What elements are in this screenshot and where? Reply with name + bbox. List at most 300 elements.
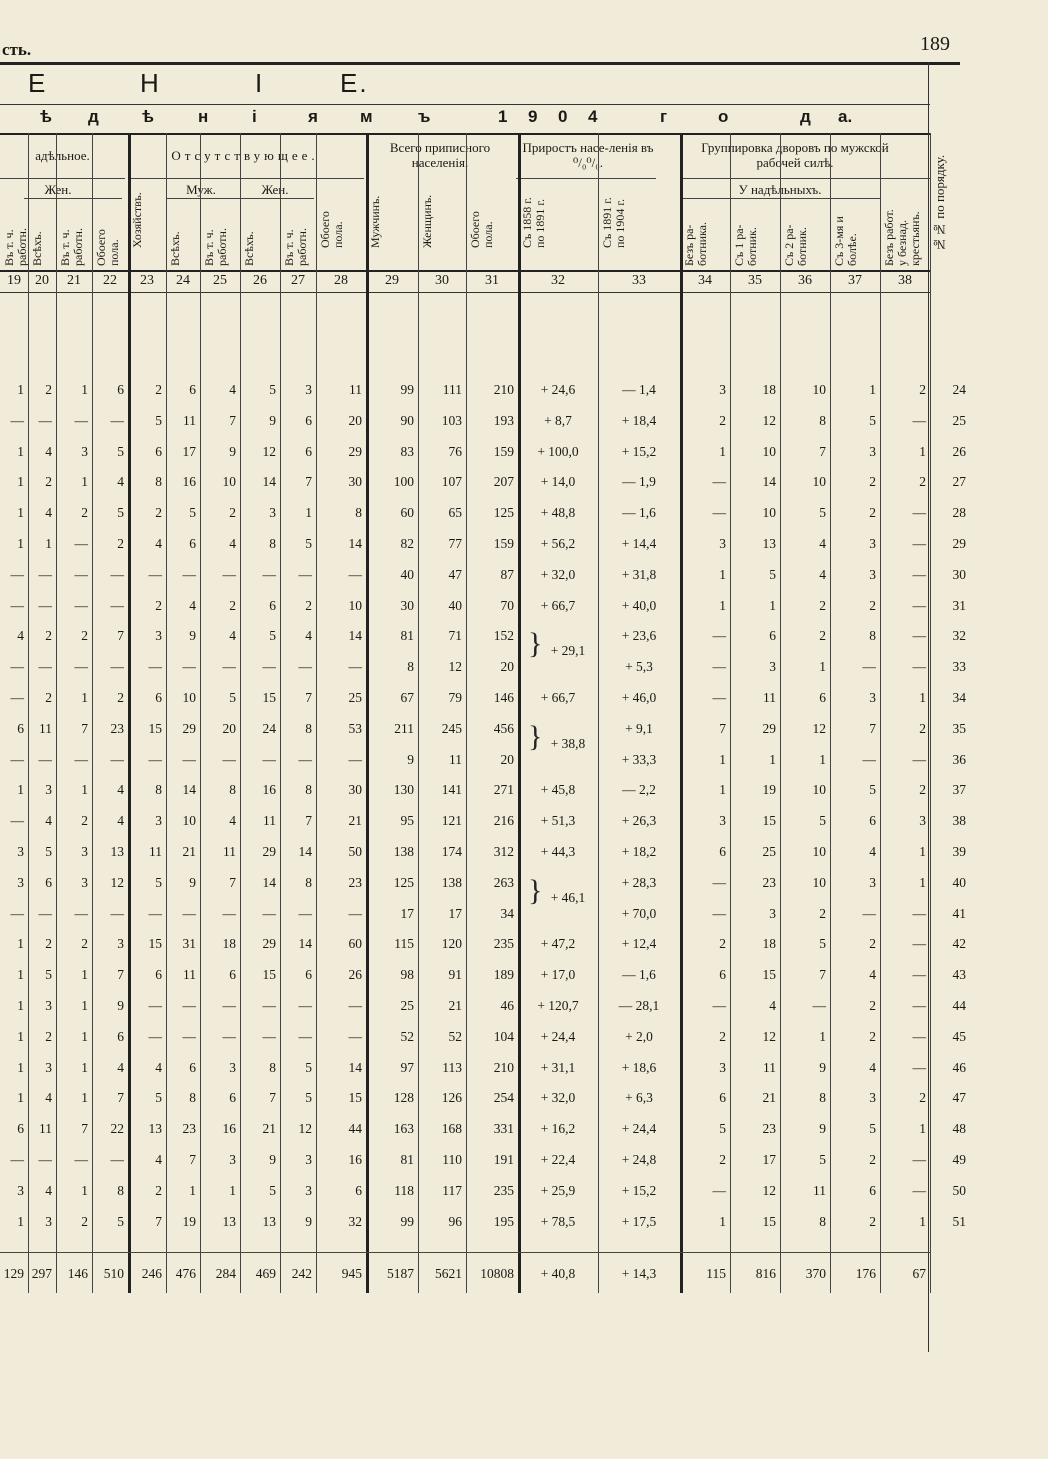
row-number: 45 (952, 1028, 966, 1044)
column-heading: Всѣхъ. (168, 231, 182, 266)
table-cell: — 1,6 (622, 505, 656, 521)
table-cell: 81 (400, 628, 414, 644)
table-cell: 4 (45, 813, 52, 829)
table-cell: 10 (762, 505, 776, 521)
table-cell: + 70,0 (621, 905, 657, 921)
table-cell: 2 (869, 597, 876, 613)
table-cell: 168 (441, 1121, 462, 1137)
table-cell: 2 (45, 628, 52, 644)
table-cell: 5 (305, 1059, 312, 1075)
table-cell: 4 (189, 597, 196, 613)
table-cell: 3 (769, 659, 776, 675)
table-cell: — (182, 998, 196, 1013)
table-cell: 95 (400, 813, 414, 829)
table-cell: 29 (262, 844, 276, 859)
table-cell: 5 (869, 412, 876, 428)
table-cell: 2 (81, 936, 88, 952)
table-cell: 10 (812, 844, 826, 859)
row-number: 33 (952, 659, 966, 675)
table-cell: + 24,8 (621, 1152, 657, 1167)
table-cell: 207 (493, 474, 514, 490)
table-cell: 9 (189, 628, 196, 644)
total-cell: 284 (215, 1266, 236, 1281)
table-cell: + 23,6 (621, 628, 657, 644)
table-cell: 11 (39, 720, 52, 736)
table-cell: + 51,3 (540, 813, 576, 829)
table-cell: 8 (117, 1182, 124, 1198)
table-cell: — (222, 905, 236, 921)
row-number: 24 (952, 382, 966, 397)
table-cell: 14 (348, 536, 362, 551)
table-cell: + 46,0 (621, 690, 657, 705)
table-cell: — (182, 659, 196, 675)
table-cell: 87 (500, 566, 514, 582)
table-cell: — (298, 659, 312, 675)
table-cell: + 6,3 (625, 1090, 653, 1106)
row-number: 47 (952, 1090, 966, 1106)
column-rule (730, 133, 731, 1293)
table-cell: 5 (719, 1121, 726, 1137)
table-cell: 47 (448, 566, 462, 582)
table-cell: — (262, 566, 276, 582)
table-cell: 9 (269, 1152, 276, 1167)
table-cell: 13 (222, 1213, 236, 1229)
table-cell: 4 (869, 1059, 876, 1075)
table-cell: 5 (45, 967, 52, 983)
table-cell: 6 (355, 1182, 362, 1198)
column-number: 33 (632, 273, 646, 288)
table-cell: 1 (81, 382, 88, 397)
table-cell: 14 (762, 474, 776, 490)
table-cell: — (222, 566, 236, 582)
table-cell: 32 (348, 1213, 362, 1229)
column-rule (92, 133, 93, 1293)
table-cell: 2 (869, 474, 876, 490)
table-cell: 71 (448, 628, 462, 644)
column-heading: Обоего пола. (94, 229, 121, 266)
column-heading: Обоего пола. (468, 211, 495, 248)
table-cell: — (110, 566, 124, 582)
table-cell: 3 (305, 382, 312, 397)
column-number: 20 (35, 273, 49, 288)
table-cell: + 47,2 (540, 936, 576, 952)
table-cell: 12 (262, 443, 276, 459)
table-cell: — (712, 628, 726, 644)
table-cell: 1 (919, 1213, 926, 1229)
table-cell: 44 (348, 1121, 362, 1137)
table-cell: + 18,6 (621, 1059, 657, 1075)
group-gruppirovka: Группировка дворовъ по мужской рабочей силѣ. (701, 140, 889, 170)
table-cell: 254 (493, 1090, 514, 1106)
table-cell: 6 (819, 690, 826, 705)
table-cell: — (182, 566, 196, 582)
table-cell: 15 (348, 1090, 362, 1106)
table-cell: — (912, 566, 926, 582)
row-number: 44 (952, 998, 966, 1013)
table-cell: 1 (81, 1090, 88, 1106)
table-cell: + 12,4 (621, 936, 657, 952)
table-cell: — 1,6 (622, 967, 656, 983)
total-cell: 176 (855, 1266, 876, 1281)
table-cell: 245 (441, 720, 462, 736)
table-cell: 141 (441, 782, 462, 798)
column-number: 26 (253, 273, 267, 288)
table-cell: — (182, 751, 196, 767)
table-cell: 7 (869, 720, 876, 736)
table-cell: 17 (400, 905, 414, 921)
table-cell: 23 (348, 874, 362, 890)
row-number: 49 (952, 1152, 966, 1167)
column-rule (366, 133, 369, 1293)
total-cell: 246 (141, 1266, 162, 1281)
table-cell: 3 (869, 1090, 876, 1106)
table-cell: — (912, 536, 926, 551)
table-cell: 1 (919, 874, 926, 890)
table-cell: 31 (182, 936, 196, 952)
row-number: 38 (952, 813, 966, 829)
table-cell: 6 (17, 720, 24, 736)
subtitle-letter: н (198, 107, 209, 126)
total-cell: 146 (67, 1266, 88, 1281)
table-cell: 1 (17, 474, 24, 490)
total-cell: 297 (31, 1266, 52, 1281)
table-cell: — (912, 1028, 926, 1044)
merge-bracket: } (528, 873, 543, 907)
table-cell: 193 (493, 412, 514, 428)
table-cell: 2 (155, 382, 162, 397)
table-cell: 16 (348, 1152, 362, 1167)
table-cell: + 18,2 (621, 844, 657, 859)
table-cell: 3 (45, 782, 52, 798)
table-cell: — (912, 659, 926, 675)
table-cell: 2 (719, 412, 726, 428)
table-cell: 17 (762, 1152, 776, 1167)
table-cell: 9 (189, 874, 196, 890)
row-number: 32 (952, 628, 966, 644)
table-cell: — (298, 1028, 312, 1044)
table-cell: — (712, 905, 726, 921)
table-cell: 6 (269, 597, 276, 613)
merged-growth-value: + 29,1 (550, 643, 586, 659)
total-cell: 476 (175, 1266, 196, 1281)
table-cell: — (148, 905, 162, 921)
table-cell: 4 (819, 566, 826, 582)
table-cell: 99 (400, 382, 414, 397)
table-cell: 2 (719, 936, 726, 952)
table-cell: — (912, 505, 926, 521)
table-cell: — (74, 905, 88, 921)
table-cell: — (712, 1182, 726, 1198)
table-cell: 14 (262, 474, 276, 490)
column-heading: Хозяйствъ. (130, 192, 144, 248)
table-cell: 3 (45, 998, 52, 1013)
table-cell: 6 (869, 813, 876, 829)
table-cell: 8 (155, 782, 162, 798)
table-cell: — (10, 690, 24, 705)
right-rule (928, 62, 929, 1352)
table-cell: 10 (812, 782, 826, 798)
table-cell: + 66,7 (540, 690, 576, 705)
table-cell: 9 (819, 1059, 826, 1075)
table-cell: 6 (229, 1090, 236, 1106)
table-cell: — (148, 998, 162, 1013)
table-cell: 90 (400, 412, 414, 428)
column-number: 21 (67, 273, 81, 288)
table-cell: 3 (81, 874, 88, 890)
group-vsego: Всего приписного населенія. (389, 140, 491, 170)
subtitle-letter: г (660, 107, 668, 126)
table-cell: 24 (262, 720, 276, 736)
table-cell: 118 (394, 1182, 414, 1198)
table-cell: 128 (393, 1090, 414, 1106)
table-cell: 14 (348, 1059, 362, 1075)
table-cell: 7 (305, 690, 312, 705)
row-number: 28 (952, 505, 966, 521)
table-cell: 3 (869, 874, 876, 890)
table-cell: + 5,3 (625, 659, 653, 675)
column-rule (518, 133, 521, 1293)
table-cell: — 2,2 (622, 782, 656, 798)
table-cell: 3 (17, 874, 24, 890)
table-cell: 19 (762, 782, 776, 798)
table-cell: — (110, 412, 124, 428)
table-cell: — (348, 998, 362, 1013)
table-cell: 2 (305, 597, 312, 613)
table-cell: 16 (182, 474, 196, 490)
table-cell: 29 (348, 443, 362, 459)
table-cell: 14 (182, 782, 196, 798)
table-cell: 138 (441, 874, 462, 890)
table-cell: 5 (269, 628, 276, 644)
row-number: 27 (952, 474, 966, 490)
table-cell: 15 (148, 720, 162, 736)
table-cell: 2 (919, 720, 926, 736)
table-cell: — (912, 998, 926, 1013)
column-heading: Безъ ра-ботника. (682, 221, 709, 266)
table-cell: — (912, 597, 926, 613)
table-cell: 25 (348, 690, 362, 705)
table-cell: 21 (262, 1121, 276, 1137)
subtitle-letter: а. (838, 107, 853, 126)
table-cell: — (912, 1182, 926, 1198)
table-cell: — (110, 905, 124, 921)
table-cell: 216 (493, 813, 514, 829)
side-label-row-numbers: №№ по порядку. (932, 154, 947, 252)
table-cell: 52 (400, 1028, 414, 1044)
table-cell: + 100,0 (537, 443, 579, 459)
table-cell: 3 (719, 1059, 726, 1075)
table-cell: 2 (229, 505, 236, 521)
sub-zhen-b: Жен. (261, 182, 289, 197)
column-heading: Мужчинъ. (368, 195, 382, 248)
table-cell: 11 (263, 813, 276, 829)
column-rule (280, 133, 281, 1293)
column-number: 34 (698, 273, 712, 288)
table-cell: 20 (500, 659, 514, 675)
column-rule (466, 133, 467, 1293)
table-cell: — (912, 751, 926, 767)
table-cell: 53 (348, 720, 362, 736)
table-cell: + 24,4 (540, 1028, 576, 1044)
subtitle-row (0, 105, 930, 135)
page-number: 189 (920, 33, 950, 55)
table-cell: 9 (305, 1213, 312, 1229)
table-cell: 77 (448, 536, 462, 551)
subtitle-letter: ъ (418, 107, 431, 126)
table-cell: 2 (229, 597, 236, 613)
table-cell: 6 (305, 967, 312, 983)
row-number: 35 (952, 720, 966, 736)
table-cell: 7 (269, 1090, 276, 1106)
table-cell: 2 (45, 1028, 52, 1044)
table-cell: 5 (819, 505, 826, 521)
table-cell: 76 (448, 443, 462, 459)
table-cell: 3 (81, 443, 88, 459)
table-cell: 8 (819, 412, 826, 428)
table-cell: 6 (17, 1121, 24, 1137)
table-cell: — (110, 1152, 124, 1167)
total-cell: 469 (255, 1266, 276, 1281)
column-rule (598, 133, 599, 1293)
column-rule (418, 133, 419, 1293)
column-number: 19 (7, 273, 21, 288)
table-cell: 1 (45, 536, 52, 551)
total-cell: 67 (912, 1266, 926, 1281)
table-cell: 2 (919, 782, 926, 798)
table-cell: 2 (81, 1213, 88, 1229)
table-cell: — (222, 998, 236, 1013)
table-cell: 1 (769, 597, 776, 613)
subtitle-letter: 4 (588, 107, 598, 126)
column-heading: Въ т. ч. работн. (2, 228, 29, 266)
table-cell: — (262, 1028, 276, 1044)
table-cell: 4 (117, 782, 124, 798)
table-cell: 2 (45, 382, 52, 397)
table-cell: 1 (719, 1213, 726, 1229)
divider-gruppirovka (680, 178, 930, 179)
table-cell: 98 (400, 967, 414, 983)
column-heading: Въ т. ч. работн. (202, 228, 229, 266)
table-cell: 11 (763, 690, 776, 705)
row-number: 31 (952, 597, 966, 613)
table-cell: — (10, 566, 24, 582)
corner-fragment: сть. (2, 40, 32, 59)
table-cell: 1 (17, 936, 24, 952)
table-cell: 19 (182, 1213, 196, 1229)
table-cell: 2 (719, 1028, 726, 1044)
table-cell: — (348, 566, 362, 582)
table-cell: 4 (117, 1059, 124, 1075)
table-cell: 4 (117, 813, 124, 829)
table-cell: 99 (400, 1213, 414, 1229)
table-cell: 1 (17, 536, 24, 551)
table-cell: 6 (155, 967, 162, 983)
table-cell: 1 (81, 690, 88, 705)
column-rule (56, 133, 57, 1293)
table-cell: 2 (819, 597, 826, 613)
table-cell: + 31,1 (540, 1059, 576, 1075)
table-cell: — (262, 998, 276, 1013)
table-cell: 5 (155, 874, 162, 890)
table-cell: 10 (812, 382, 826, 397)
table-cell: — (10, 659, 24, 675)
subtitle-letter: м (360, 107, 373, 126)
table-cell: 7 (117, 628, 124, 644)
table-cell: — (38, 905, 52, 921)
column-number: 38 (898, 273, 912, 288)
column-heading: Съ 1858 г. по 1891 г. (520, 197, 547, 248)
table-cell: + 120,7 (537, 998, 579, 1013)
subtitle-letter: і (252, 107, 257, 126)
table-cell: — (912, 412, 926, 428)
table-cell: 2 (869, 1152, 876, 1167)
total-cell: + 40,8 (540, 1266, 576, 1281)
table-cell: 6 (869, 1182, 876, 1198)
group-otsutstv: Отсутствующее. (171, 148, 319, 163)
table-cell: — (222, 751, 236, 767)
table-cell: 83 (400, 443, 414, 459)
subtitle-letter: я (308, 107, 318, 126)
table-cell: 3 (919, 813, 926, 829)
divider-nadelnoe (0, 178, 125, 179)
table-cell: 4 (155, 536, 162, 551)
table-cell: 1 (17, 1028, 24, 1044)
group-prirost: Приростъ насе-ленія въ ⁰/₀⁰/₀. (522, 140, 654, 170)
table-cell: 1 (17, 505, 24, 521)
table-cell: 4 (229, 382, 236, 397)
table-cell: 2 (81, 813, 88, 829)
table-cell: 8 (407, 659, 414, 675)
table-cell: 10 (812, 874, 826, 890)
subtitle-letter: 1 (498, 107, 508, 126)
table-cell: 8 (819, 1090, 826, 1106)
column-rule (680, 133, 683, 1293)
table-cell: 7 (229, 874, 236, 890)
table-cell: — (348, 751, 362, 767)
table-cell: 12 (110, 874, 124, 890)
table-cell: 4 (229, 813, 236, 829)
table-cell: — (912, 628, 926, 644)
table-cell: 104 (493, 1028, 514, 1044)
table-cell: 2 (869, 505, 876, 521)
table-cell: 8 (155, 474, 162, 490)
table-cell: — (862, 659, 876, 675)
table-cell: 12 (448, 659, 462, 675)
table-cell: 2 (155, 1182, 162, 1198)
table-cell: + 31,8 (621, 566, 657, 582)
table-cell: 5 (305, 536, 312, 551)
table-cell: 5 (869, 1121, 876, 1137)
table-cell: — (74, 659, 88, 675)
table-cell: 125 (493, 505, 514, 521)
table-cell: 81 (400, 1152, 414, 1167)
table-cell: 3 (155, 813, 162, 829)
table-cell: + 32,0 (540, 1090, 576, 1106)
column-rule (316, 133, 317, 1293)
table-cell: 5 (269, 1182, 276, 1198)
column-heading: Всѣхъ. (242, 231, 256, 266)
table-cell: 29 (262, 936, 276, 952)
table-cell: — (862, 905, 876, 921)
row-number: 46 (952, 1059, 966, 1075)
table-cell: — (148, 751, 162, 767)
table-cell: + 9,1 (625, 720, 653, 736)
table-cell: 11 (763, 1059, 776, 1075)
table-cell: 121 (441, 813, 462, 829)
table-cell: 5 (117, 1213, 124, 1229)
table-cell: + 78,5 (540, 1213, 576, 1229)
table-cell: 6 (155, 690, 162, 705)
